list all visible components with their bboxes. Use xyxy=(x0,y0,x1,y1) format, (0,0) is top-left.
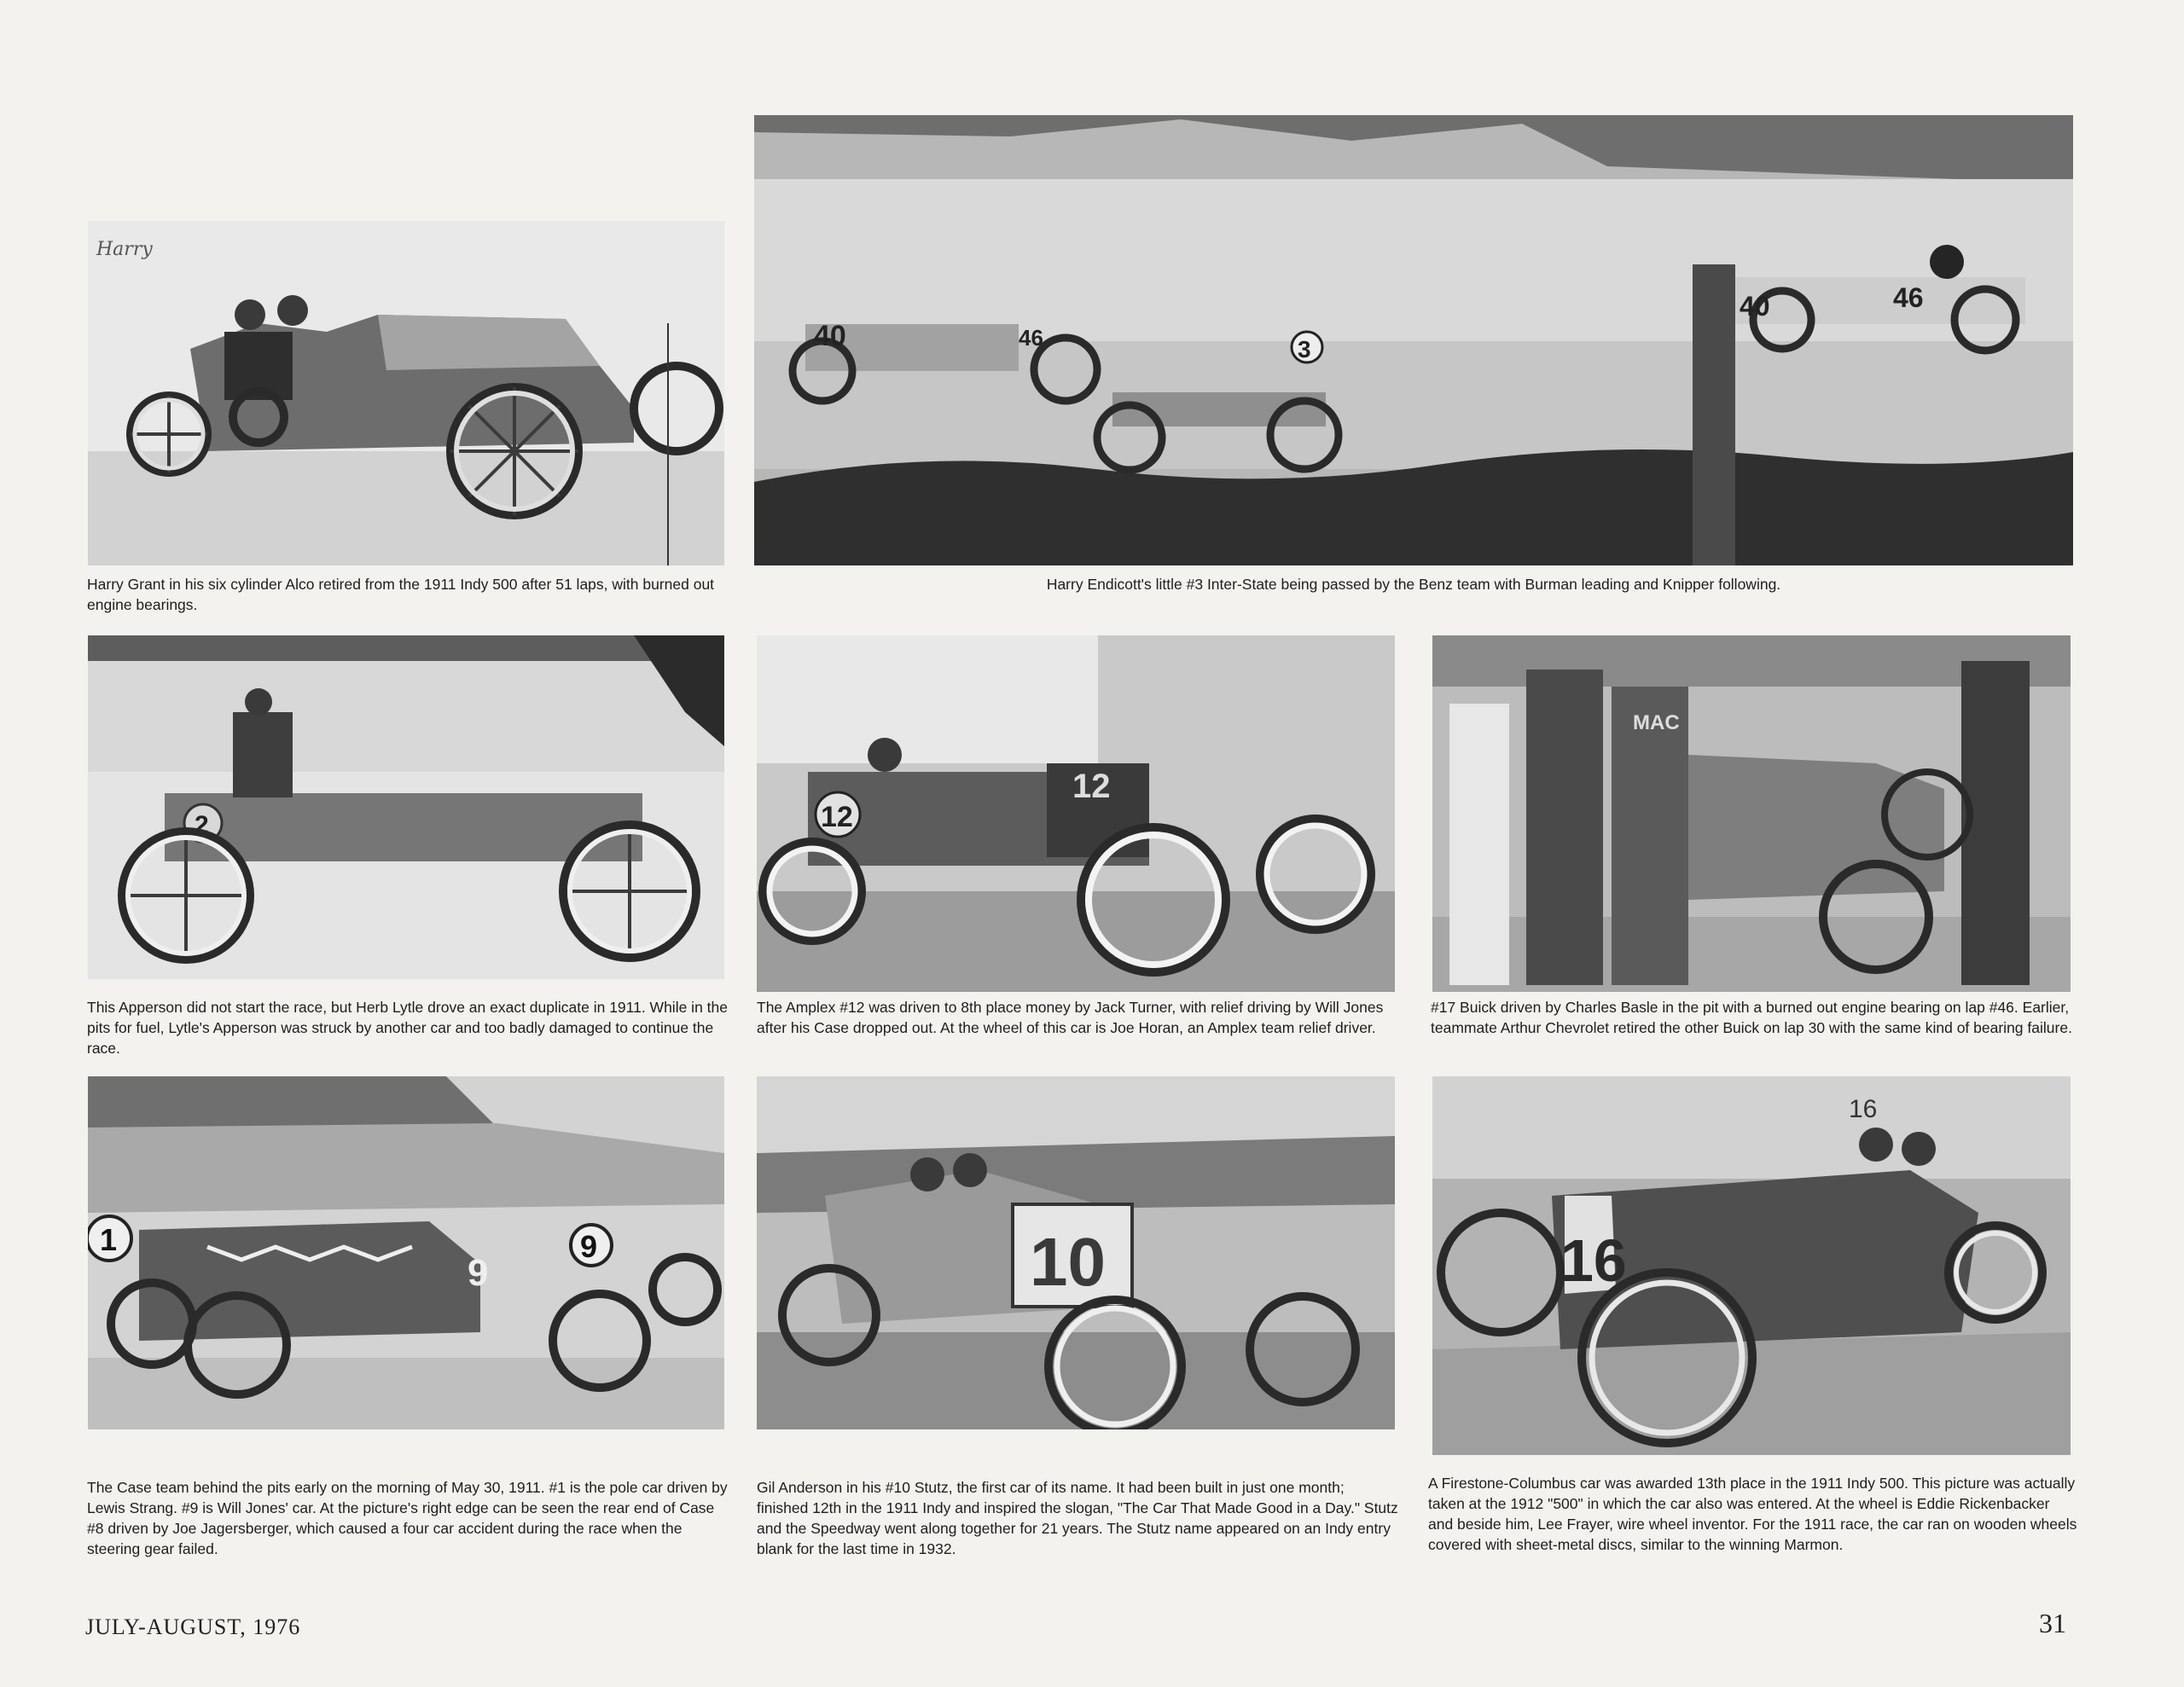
car-number: 40 xyxy=(814,320,846,352)
caption-buick-17-pit: #17 Buick driven by Charles Basle in the pit with a burned out engine bearing on lap #46. Earlier, teammate Arthur Chevrolet retired the other Buick on lap 30 with the same kind of bearing failure. xyxy=(1431,999,2072,1036)
car-number: 12 xyxy=(1072,768,1111,805)
caption-firestone-columbus-16: A Firestone-Columbus car was awarded 13th place in the 1911 Indy 500. This picture was actually taken at the 1912 "500" in which the car also was entered. At the wheel is Eddie Rickenbacker and beside him, Lee Frayer, wire wheel inventor. For the 1911 race, the car ran on wooden wheels covered with sheet-metal discs, similar to the winning Marmon. xyxy=(1428,1475,2077,1553)
caption-alco-harry-grant: Harry Grant in his six cylinder Alco retired from the 1911 Indy 500 after 51 laps, with burned out engine bearings. xyxy=(87,576,715,613)
car-number: 16 xyxy=(1849,1095,1878,1123)
car-number: 2 xyxy=(195,811,209,839)
photo-amplex-12 xyxy=(757,635,1395,992)
car-number: 3 xyxy=(1298,336,1311,362)
photo-benz-team-passing xyxy=(754,115,2073,565)
car-number: 46 xyxy=(1893,282,1924,313)
car-number: 12 xyxy=(821,801,853,833)
caption-benz-team-passing: Harry Endicott's little #3 Inter-State being passed by the Benz team with Burman leading and Knipper following. xyxy=(1046,576,1781,593)
page-number: 31 xyxy=(2039,1608,2066,1638)
photo-firestone-columbus-16 xyxy=(1432,1076,2071,1455)
car-number: 10 xyxy=(1030,1224,1106,1300)
photo-apperson xyxy=(88,635,724,979)
caption-amplex-12: The Amplex #12 was driven to 8th place money by Jack Turner, with relief driving by Will Jones after his Case dropped out. At the wheel of this car is Joe Horan, an Amplex team relief driver. xyxy=(757,999,1384,1036)
car-number: 9 xyxy=(468,1252,489,1294)
car-number: 46 xyxy=(1019,325,1043,351)
issue-date: JULY-AUGUST, 1976 xyxy=(85,1615,301,1639)
car-number: 9 xyxy=(580,1229,598,1264)
car-number: 40 xyxy=(1740,291,1770,322)
photo-alco-harry-grant xyxy=(88,221,724,565)
photo-buick-17-pit xyxy=(1432,635,2071,992)
caption-apperson: This Apperson did not start the race, but Herb Lytle drove an exact duplicate in 1911. While in the pits for fuel, Lytle's Apperson was struck by another car and too badly damaged to continue the race. xyxy=(87,999,728,1057)
car-number: 1 xyxy=(100,1222,118,1257)
photo-case-team xyxy=(88,1076,724,1429)
mechanic-shirt-text: MAC xyxy=(1633,711,1680,734)
car-number: 16 xyxy=(1560,1227,1627,1294)
caption-stutz-10: Gil Anderson in his #10 Stutz, the first car of its name. It had been built in just one month; finished 12th in the 1911 Indy and inspired the slogan, "The Car That Made Good in a Day." Stutz and the Speedway went along together for 21 years. The Stutz name appeared on an Indy entry blank for the last time in 1932. xyxy=(757,1479,1398,1557)
photo-stutz-10 xyxy=(757,1076,1395,1429)
handwriting-text: Harry xyxy=(96,239,153,260)
caption-case-team: The Case team behind the pits early on the morning of May 30, 1911. #1 is the pole car driven by Lewis Strang. #9 is Will Jones' car. At the picture's right edge can be seen the rear end of Case #8 driven by Joe Jagersberger, which caused a four car accident during the race when the steering gear failed. xyxy=(87,1479,728,1557)
